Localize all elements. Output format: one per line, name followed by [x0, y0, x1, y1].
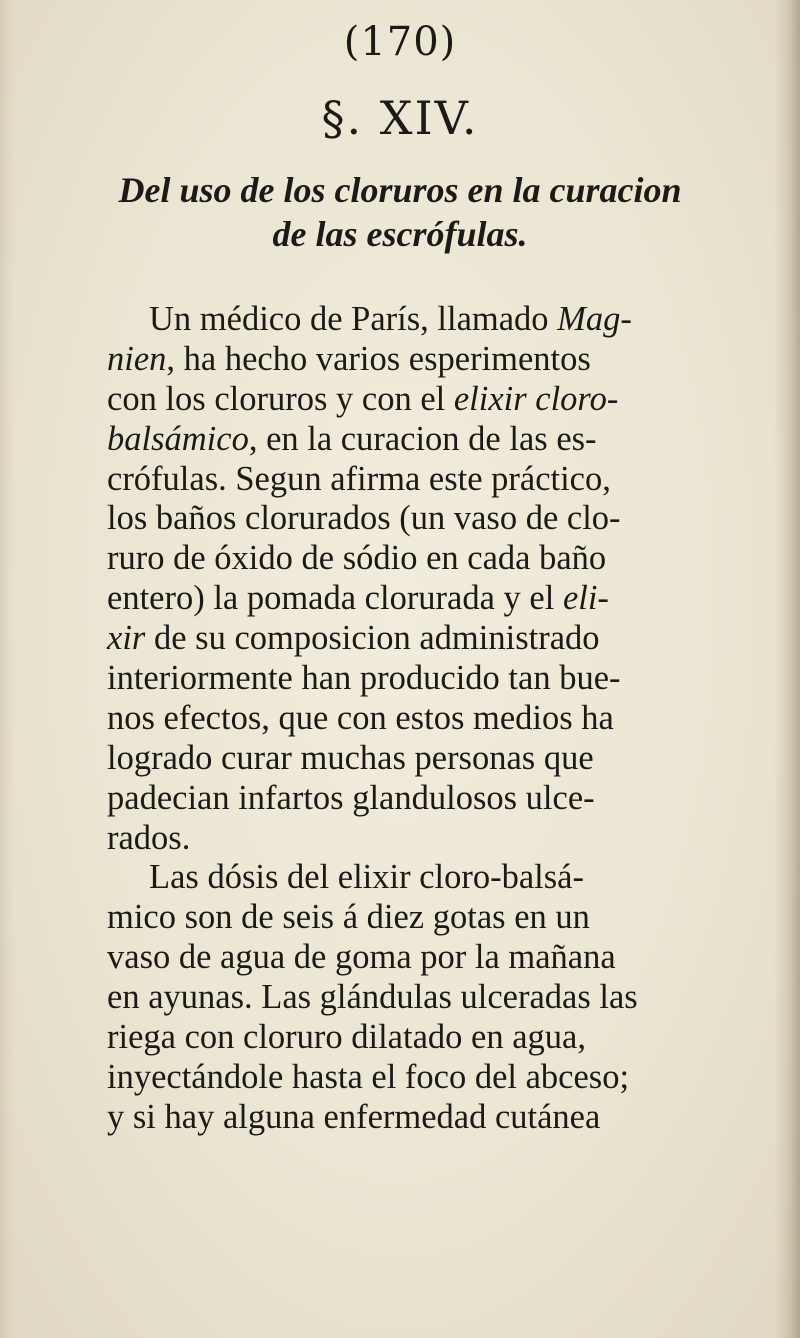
text-line: [107, 659, 787, 699]
text-line: [107, 978, 787, 1018]
text-line: [107, 420, 787, 460]
text-segment: riega con cloruro dilatado en agua,: [107, 1018, 586, 1057]
italic-text: balsámico: [107, 419, 249, 458]
italic-text: elixir cloro-: [453, 379, 619, 418]
page-left-shadow: [0, 0, 14, 1338]
text-segment: Las dósis del elixir cloro-balsá-: [149, 858, 584, 897]
section-title-line: de las escrófulas.: [272, 214, 528, 254]
italic-text: nien: [107, 339, 167, 378]
text-line: [107, 499, 787, 539]
section-title: [100, 168, 700, 256]
text-segment: los baños clorurados (un vaso de clo-: [107, 499, 621, 538]
text-line: [107, 300, 787, 340]
italic-text: Mag-: [557, 300, 632, 338]
text-segment: vaso de agua de goma por la mañana: [107, 938, 616, 977]
body-text: [107, 300, 787, 1138]
text-segment: rados.: [107, 818, 191, 857]
text-line: [107, 699, 787, 739]
text-line: [107, 779, 787, 819]
text-segment: inyectándole hasta el foco del abceso;: [107, 1057, 630, 1096]
text-line: [107, 819, 787, 859]
section-title-line: Del uso de los cloruros en la curacion: [118, 170, 682, 210]
text-segment: de su composicion administrado: [145, 619, 600, 658]
text-segment: en ayunas. Las glándulas ulceradas las: [107, 978, 638, 1017]
text-segment: con los cloruros y con el: [107, 379, 454, 418]
text-line: [107, 938, 787, 978]
text-segment: mico son de seis á diez gotas en un: [107, 898, 590, 937]
text-segment: Un médico de París, llamado: [149, 300, 558, 338]
text-segment: y si hay alguna enfermedad cutánea: [107, 1097, 601, 1136]
text-segment: interiormente han producido tan bue-: [107, 659, 621, 698]
text-line: [107, 619, 787, 659]
italic-text: xir: [107, 619, 146, 658]
text-line: [107, 1098, 787, 1138]
text-line: [107, 858, 787, 898]
text-line: [107, 539, 787, 579]
text-segment: nos efectos, que con estos medios ha: [107, 698, 614, 737]
text-segment: entero) la pomada clorurada y el: [107, 579, 563, 618]
text-line: [107, 1058, 787, 1098]
text-segment: crófulas. Segun afirma este práctico,: [107, 459, 611, 498]
text-line: [107, 739, 787, 779]
text-line: [107, 460, 787, 500]
text-line: [107, 380, 787, 420]
text-segment: , ha hecho varios esperimentos: [166, 339, 591, 378]
text-segment: ruro de óxido de sódio en cada baño: [107, 539, 607, 578]
text-segment: padecian infartos glandulosos ulce-: [107, 778, 595, 817]
text-segment: , en la curacion de las es-: [248, 419, 597, 458]
text-line: [107, 340, 787, 380]
section-number: §. XIV.: [321, 91, 479, 145]
text-line: [107, 579, 787, 619]
page-number: (170): [343, 19, 457, 65]
text-segment: logrado curar muchas personas que: [107, 738, 594, 777]
text-line: [107, 898, 787, 938]
text-line: [107, 1018, 787, 1058]
italic-text: eli-: [562, 579, 609, 618]
